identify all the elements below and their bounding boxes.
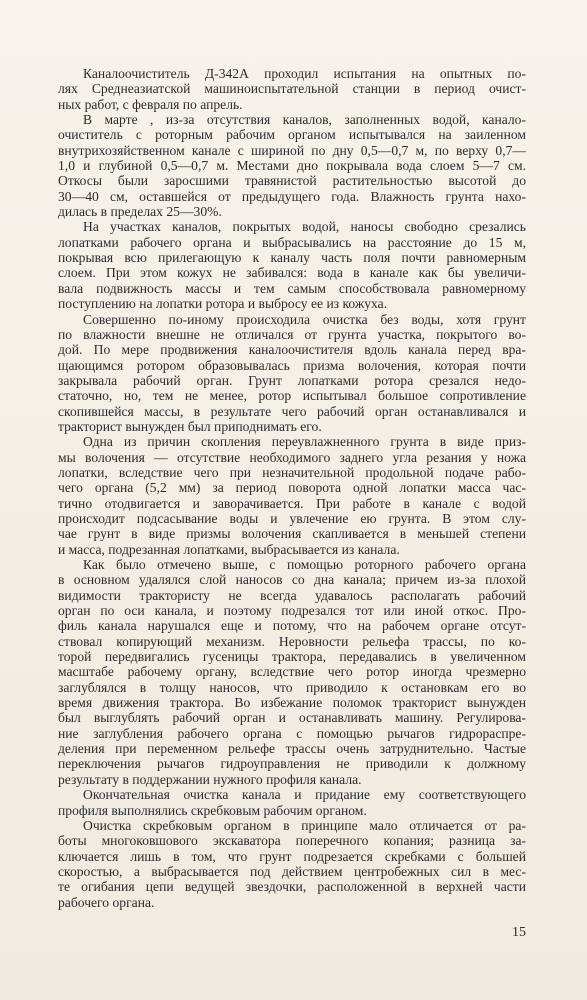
paragraph [58,434,526,557]
text-line: тично отодвигается и заворачивается. При работе в канале с водой [58,495,526,511]
text-line: видимости трактористу не всегда удавалось располагать рабочий [58,587,526,603]
text-line: очиститель с роторным рабочим органом испытывался на заиленном [58,127,526,143]
text-line: Одна из причин скопления переувлажненного грунта в виде приз- [83,434,526,450]
text-line: в основном удалялся слой наносов со дна канала; причем из-за плохой [58,572,526,588]
text-line: ние заглубления рабочего органа с помощью рычагов гидрораспре- [58,725,526,741]
text-line: чего органа (5,2 мм) за период поворота одной лопатки масса час- [58,480,526,496]
text-line: рабочего органа. [58,894,155,910]
paragraph [58,557,526,787]
text-line: время движения трактора. Во избежание поломок тракторист вынужден [58,695,526,711]
text-line: 1,0 и глубиной 0,5—0,7 м. Местами дно покрывала вода слоем 5—7 см. [58,158,526,174]
text-line: лях Среднеазиатской машиноиспытательной станции в период очист- [58,81,526,97]
text-line: торой передвигались гусеницы трактора, передавались в увеличенном [58,649,526,665]
text-line: На участках каналов, покрытых водой, наносы свободно срезались [83,219,526,235]
text-line: чае грунт в виде призмы волочения скапливается в меньшей степени [58,526,526,542]
text-line: Очистка скребковым органом в принципе мало отличается от ра- [83,817,526,833]
text-line: был выглублять рабочий орган и останавливать машину. Регулирова- [58,710,526,726]
text-line: ных работ, с февраля по апрель. [58,96,243,112]
text-line: скоростью, а выбрасывается под действием центробежных сил в мес- [58,863,526,879]
body-text [58,66,526,910]
text-line: боты многоковшового экскаватора поперечного копания; разница за- [58,833,526,849]
text-line: покрывая всю прилегающую к каналу часть поля почти равномерным [58,250,526,266]
paragraph [58,787,526,818]
text-line: лопатки, вследствие чего при незначительной продольной подаче рабо- [58,464,526,480]
paragraph [58,66,526,112]
text-line: Откосы были заросшими травянистой растительностью высотой до [58,173,526,189]
text-line: дой. По мере продвижения каналоочистителя вдоль канала перед вра- [58,342,526,358]
text-line: Как было отмечено выше, с помощью роторного рабочего органа [83,557,526,572]
text-line: Каналоочиститель Д-342А проходил испытания на опытных по- [83,66,526,81]
text-line: ствовал копирующий механизм. Неровности рельефа трассы, по ко- [58,633,526,649]
text-line: заглублялся в толщу наносов, что приводило к остановкам его во [58,679,526,695]
text-line: филь канала нарушался еще и потому, что на рабочем органе отсут- [58,618,526,634]
text-line: те огибания цепи ведущей звездочки, расположенной в верхней части [58,879,526,895]
text-line: переключения рычагов гидроуправления не приводили к должному [58,756,526,772]
text-line: вала подвижность массы и тем самым способствовала равномерному [58,280,526,296]
text-line: по влажности внешне не отличался от грунта участка, покрытого во- [58,326,526,342]
text-line: слоем. При этом кожух не забивался: вода в канале как бы увеличи- [58,265,526,281]
paragraph [58,219,526,311]
page-number: 15 [512,925,526,940]
text-line: Совершенно по-иному происходила очистка без воды, хотя грунт [83,311,526,327]
text-line: ключается лишь в том, что грунт подрезается скребками с большей [58,848,526,864]
text-line: происходит подсасывание воды и увлечение ею грунта. В этом слу- [58,510,526,526]
text-line: дилась в пределах 25—30%. [58,204,222,220]
paragraph [58,112,526,219]
text-line: орган по оси канала, и поэтому подрезался тот или иной откос. Про- [58,603,526,619]
text-line: скопившейся массы, в результате чего рабочий орган останавливался и [58,403,526,419]
text-line: В марте , из-за отсутствия каналов, заполненных водой, канало- [83,112,526,128]
text-line: деления при переменном рельефе трассы очень затруднительно. Частые [58,741,526,757]
text-line: 30—40 см, оставшейся от предыдущего года. Влажность грунта нахо- [58,188,526,204]
text-line: мы волочения — отсутствие необходимого заднего угла резания у ножа [58,449,526,465]
text-line: поступлению на лопатки ротора и выбросу ее из кожуха. [58,296,388,312]
text-line: тракторист вынужден был приподнимать его. [58,418,322,434]
paragraph [58,312,526,435]
text-line: результату в поддержании нужного профиля канала. [58,771,362,787]
paragraph [58,818,526,910]
text-line: профиля выполнялись скребковым рабочим органом. [58,802,367,818]
text-line: лопатками рабочего органа и выбрасывались на расстояние до 15 м, [58,234,526,250]
text-line: Окончательная очистка канала и придание ему соответствующего [83,787,526,803]
text-line: масштабе рабочему органу, вследствие чего ротор иногда чрезмерно [58,664,526,680]
text-line: внутрихозяйственном канале с шириной по дну 0,5—0,7 м, по верху 0,7— [58,142,526,158]
text-line: щающимся ротором образовывалась призма волочения, которая почти [58,357,526,373]
text-line: и масса, подрезанная лопатками, выбрасывается из канала. [58,541,400,557]
text-line: закрывала рабочий орган. Грунт лопатками ротора срезался недо- [58,372,526,388]
text-line: статочно, но, тем не менее, ротор испытывал большое сопротивление [58,388,526,404]
